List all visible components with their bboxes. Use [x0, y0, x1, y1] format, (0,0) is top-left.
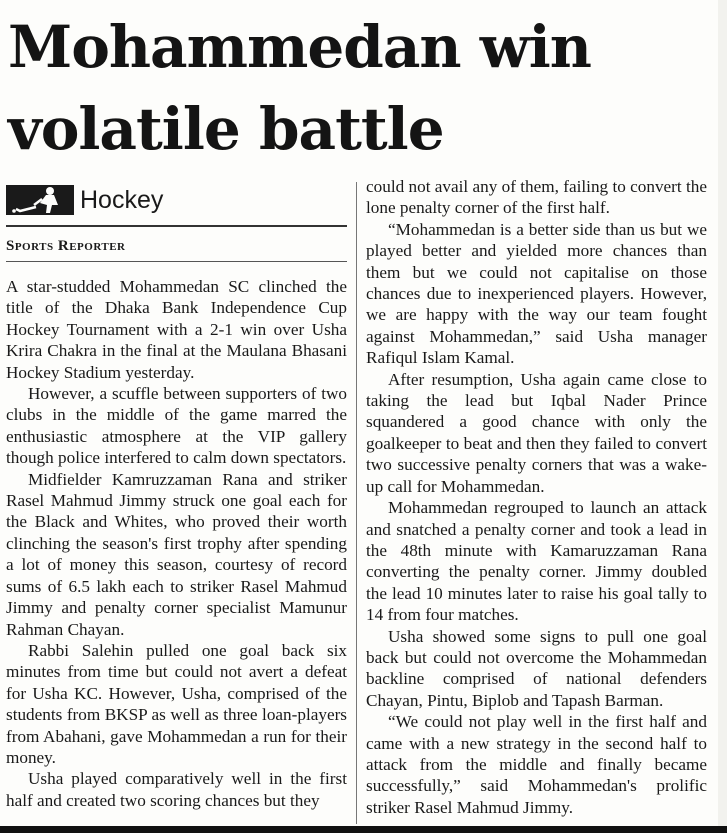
section-label: Hockey [80, 186, 164, 214]
headline [8, 6, 720, 170]
section-rule [6, 225, 347, 227]
article-column-right [366, 176, 707, 818]
paragraph: Usha played comparatively well in the first half and created two scoring chances but they [6, 769, 347, 810]
paragraph: Mohammedan regrouped to launch an attack and snatched a penalty corner and took a lead in the 48th minute with Kamaruzzaman Rana converting the penalty corner. Jimmy doubled the lead 10 minutes later to raise his goal tally to 14 from four matches. [366, 498, 707, 625]
hockey-player-icon-graphic [6, 185, 74, 215]
hockey-player-icon [6, 185, 74, 215]
paragraph: could not avail any of them, failing to convert the lone penalty corner of the first half. [366, 177, 707, 218]
page-bottom-border [0, 826, 727, 833]
paragraph: “We could not play well in the first half and came with a new strategy in the second half to attack from the middle and finally became successfully,” said Mohammedan's prolific striker Rasel Mahmud Jimmy. [366, 712, 707, 817]
page-edge [718, 0, 727, 833]
paragraph: Midfielder Kamruzzaman Rana and striker Rasel Mahmud Jimmy struck one goal each for the Black and Whites, who proved their worth clinching the season's first trophy after spending a lot of money this season, courtesy of record sums of 6.5 lakh each to striker Rasel Mahmud Jimmy and penalty corner specialist Mamunur Rahman Chayan. [6, 469, 347, 639]
paragraph: “Mohammedan is a better side than us but we played better and yielded more chances than them but we could not capitalise on those chances due to inexperienced players. However, we are happy with the way our team fought against Mohammedan,” said Usha manager Rafiqul Islam Kamal. [366, 219, 707, 368]
article-column-left [6, 183, 347, 811]
paragraph: After resumption, Usha again came close to taking the lead but Iqbal Nader Prince squandered a good chance with only the goalkeeper to beat and then they failed to convert two successive penalty corners that was a wake-up call for Mohammedan. [366, 369, 707, 496]
section-tag [6, 183, 347, 217]
paragraph: Usha showed some signs to pull one goal back but could not overcome the Mohammedan backline comprised of national defenders Chayan, Pintu, Biplob and Tapash Barman. [366, 626, 707, 710]
paragraph: Rabbi Salehin pulled one goal back six minutes from time but could not avert a defeat for Usha KC. However, Usha, comprised of the students from BKSP as well as three loan-players from Abahani, gave Mohammedan a run for their money. [6, 640, 347, 767]
paragraph: However, a scuffle between supporters of two clubs in the middle of the game marred the enthusiastic atmosphere at the VIP gallery though police interfered to calm down spectators. [6, 384, 347, 468]
byline-rule [6, 261, 347, 262]
headline-line-1: Mohammedan win [8, 13, 591, 81]
byline: Sports Reporter [6, 238, 126, 254]
column-divider [356, 182, 357, 824]
headline-line-2: volatile battle [8, 95, 444, 163]
paragraph: A star-studded Mohammedan SC clinched the title of the Dhaka Bank Independence Cup Hockey Tournament with a 2-1 win over Usha Krira Chakra in the final at the Maulana Bhasani Hockey Stadium yesterday. [6, 277, 347, 382]
